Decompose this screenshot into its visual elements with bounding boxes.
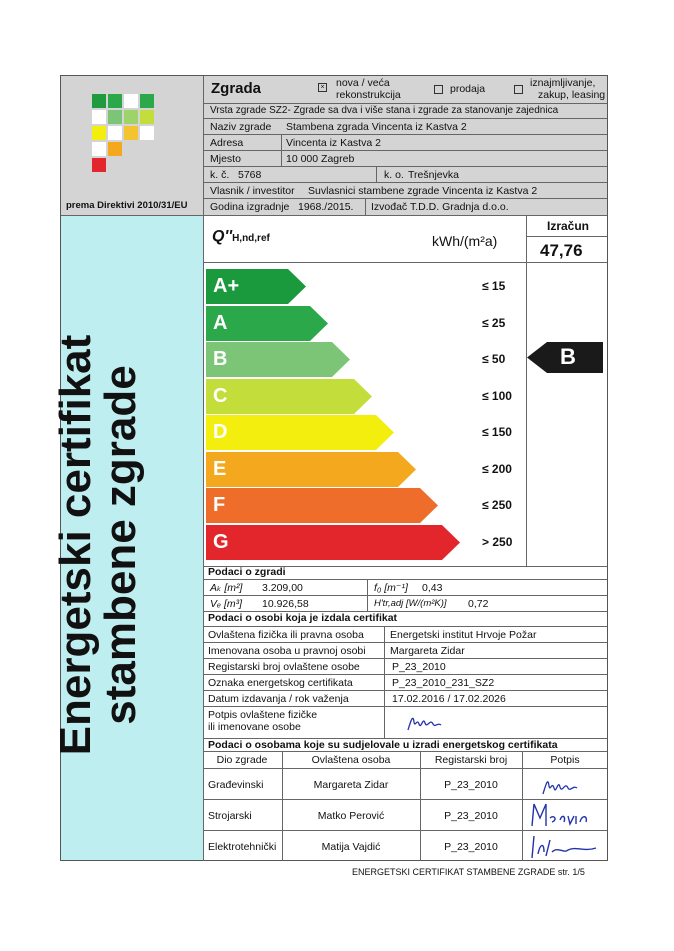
calc-value: 47,76 <box>540 241 583 260</box>
issuer-row-label: Imenovana osoba u pravnoj osobi <box>208 645 366 657</box>
energy-class-arrow-d <box>206 415 394 450</box>
option-new-label: nova / veća <box>336 77 390 89</box>
f0-label: f₀ [m⁻¹] <box>374 582 408 594</box>
result-class-letter: B <box>560 344 576 369</box>
contractor-value: T.D.D. Gradnja d.o.o. <box>410 201 509 213</box>
ak-label: Aₖ [m²] <box>210 582 243 594</box>
participant-part: Strojarski <box>208 810 252 822</box>
energy-class-limit: ≤ 100 <box>482 389 512 403</box>
participant-person: Matko Perović <box>317 810 385 822</box>
place-value: 10 000 Zagreb <box>286 153 355 165</box>
result-class-marker <box>527 342 603 373</box>
ht-value: 0,72 <box>468 598 489 610</box>
energy-class-label: C <box>213 385 228 407</box>
kc-value: 5768 <box>238 169 262 181</box>
vertical-title <box>53 185 143 905</box>
ve-value: 10.926,58 <box>262 598 309 610</box>
participant-person: Margareta Zidar <box>313 779 389 791</box>
energy-class-label: A <box>213 312 228 334</box>
calc-label: Izračun <box>547 219 590 233</box>
energy-class-arrow-e <box>206 452 416 487</box>
ht-label: H'tr,adj [W/(m²K)] <box>374 598 447 609</box>
issuer-row-value: 17.02.2016 / 17.02.2026 <box>392 693 506 705</box>
participant-part: Građevinski <box>208 779 264 791</box>
building-type: Vrsta zgrade SZ2- Zgrade sa dva i više stana i zgrade za stanovanje zajednica <box>210 105 559 116</box>
energy-class-limit: ≤ 15 <box>482 279 506 293</box>
energy-class-limit: ≤ 50 <box>482 352 506 366</box>
energy-class-limit: ≤ 200 <box>482 462 512 476</box>
issuer-signature <box>405 710 445 734</box>
year-label: Godina izgradnje <box>210 201 290 213</box>
vertical-title-line1: Energetski certifikat <box>51 334 100 756</box>
energy-class-label: A+ <box>213 275 240 297</box>
option-rent-label: iznajmljivanje, <box>530 77 596 89</box>
address-label: Adresa <box>210 137 244 149</box>
participants-column-header: Registarski broj <box>434 754 508 766</box>
energy-class-label: D <box>213 421 228 443</box>
building-data-heading: Podaci o zgradi <box>208 566 286 578</box>
ve-label: Vₑ [m³] <box>210 598 243 610</box>
address-value: Vincenta iz Kastva 2 <box>286 137 381 149</box>
option-new-label2: rekonstrukcija <box>336 89 401 101</box>
directive-text: prema Direktivi 2010/31/EU <box>66 200 188 211</box>
participant-reg: P_23_2010 <box>444 779 498 791</box>
ak-value: 3.209,00 <box>262 582 303 594</box>
signature-electrical <box>528 832 604 860</box>
energy-quantity-label: Q''H,nd,ref <box>212 228 270 245</box>
energy-class-limit: ≤ 250 <box>482 498 512 512</box>
signature-mechanical <box>528 800 600 830</box>
option-rent-label2: zakup, leasing <box>538 89 606 101</box>
issuer-row-label: Datum izdavanja / rok važenja <box>208 693 349 705</box>
option-new-checkbox[interactable]: × <box>318 83 327 92</box>
issuer-row-label: Ovlaštena fizička ili pravna osoba <box>208 629 364 641</box>
name-label: Naziv zgrade <box>210 121 272 133</box>
name-value: Stambena zgrada Vincenta iz Kastva 2 <box>286 121 467 133</box>
participant-reg: P_23_2010 <box>444 810 498 822</box>
energy-class-arrow-c <box>206 379 372 414</box>
energy-class-label: E <box>213 458 227 480</box>
issuer-row-value: P_23_2010_231_SZ2 <box>392 677 495 689</box>
contractor-label: Izvođač <box>371 201 408 213</box>
issuer-signature-label-line2: ili imenovane osobe <box>208 721 301 733</box>
year-value: 1968./2015. <box>298 201 354 213</box>
issuer-row-label: Oznaka energetskog certifikata <box>208 677 353 689</box>
header-title: Zgrada <box>211 80 262 97</box>
energy-class-limit: ≤ 25 <box>482 316 506 330</box>
issuer-row-value: Energetski institut Hrvoje Požar <box>390 629 537 641</box>
energy-class-arrow-g <box>206 525 460 560</box>
participants-heading: Podaci o osobama koje su sudjelovale u izradi energetskog certifikata <box>208 739 558 751</box>
signature-civil <box>540 774 580 798</box>
f0-value: 0,43 <box>422 582 443 594</box>
energy-class-limit: > 250 <box>482 535 513 549</box>
ko-value: Trešnjevka <box>408 169 459 181</box>
option-sale-checkbox[interactable] <box>434 85 443 94</box>
energy-class-arrow-aplus <box>206 269 306 304</box>
participant-reg: P_23_2010 <box>444 841 498 853</box>
participant-part: Elektrotehnički <box>208 841 277 853</box>
energy-class-arrow-a <box>206 306 328 341</box>
owner-label: Vlasnik / investitor <box>210 185 295 197</box>
energy-unit: kWh/(m²a) <box>432 233 498 249</box>
energy-class-label: B <box>213 348 228 370</box>
owner-value: Suvlasnici stambene zgrade Vincenta iz Kastva 2 <box>308 185 538 197</box>
participants-column-header: Ovlaštena osoba <box>311 754 391 766</box>
kc-label: k. č. <box>210 169 230 181</box>
issuer-signature-label-line1: Potpis ovlaštene fizičke <box>208 709 318 721</box>
energy-class-arrow-f <box>206 488 438 523</box>
footer-text: ENERGETSKI CERTIFIKAT STAMBENE ZGRADE str. 1/5 <box>352 867 585 877</box>
participants-column-header: Potpis <box>550 754 580 766</box>
energy-class-limit: ≤ 150 <box>482 425 512 439</box>
issuer-row-value: P_23_2010 <box>392 661 446 673</box>
participants-column-header: Dio zgrade <box>216 754 268 766</box>
participant-person: Matija Vajdić <box>321 841 381 853</box>
option-sale-label: prodaja <box>450 83 486 95</box>
issuer-heading: Podaci o osobi koja je izdala certifikat <box>208 612 398 624</box>
issuer-row-label: Registarski broj ovlaštene osobe <box>208 661 360 673</box>
energy-class-arrow-b <box>206 342 350 377</box>
ko-label: k. o. <box>384 169 404 181</box>
energy-class-label: G <box>213 531 229 553</box>
vertical-title-line2: stambene zgrade <box>96 365 145 725</box>
energy-class-label: F <box>213 494 226 516</box>
issuer-row-value: Margareta Zidar <box>390 645 465 657</box>
place-label: Mjesto <box>210 153 241 165</box>
option-rent-checkbox[interactable] <box>514 85 523 94</box>
